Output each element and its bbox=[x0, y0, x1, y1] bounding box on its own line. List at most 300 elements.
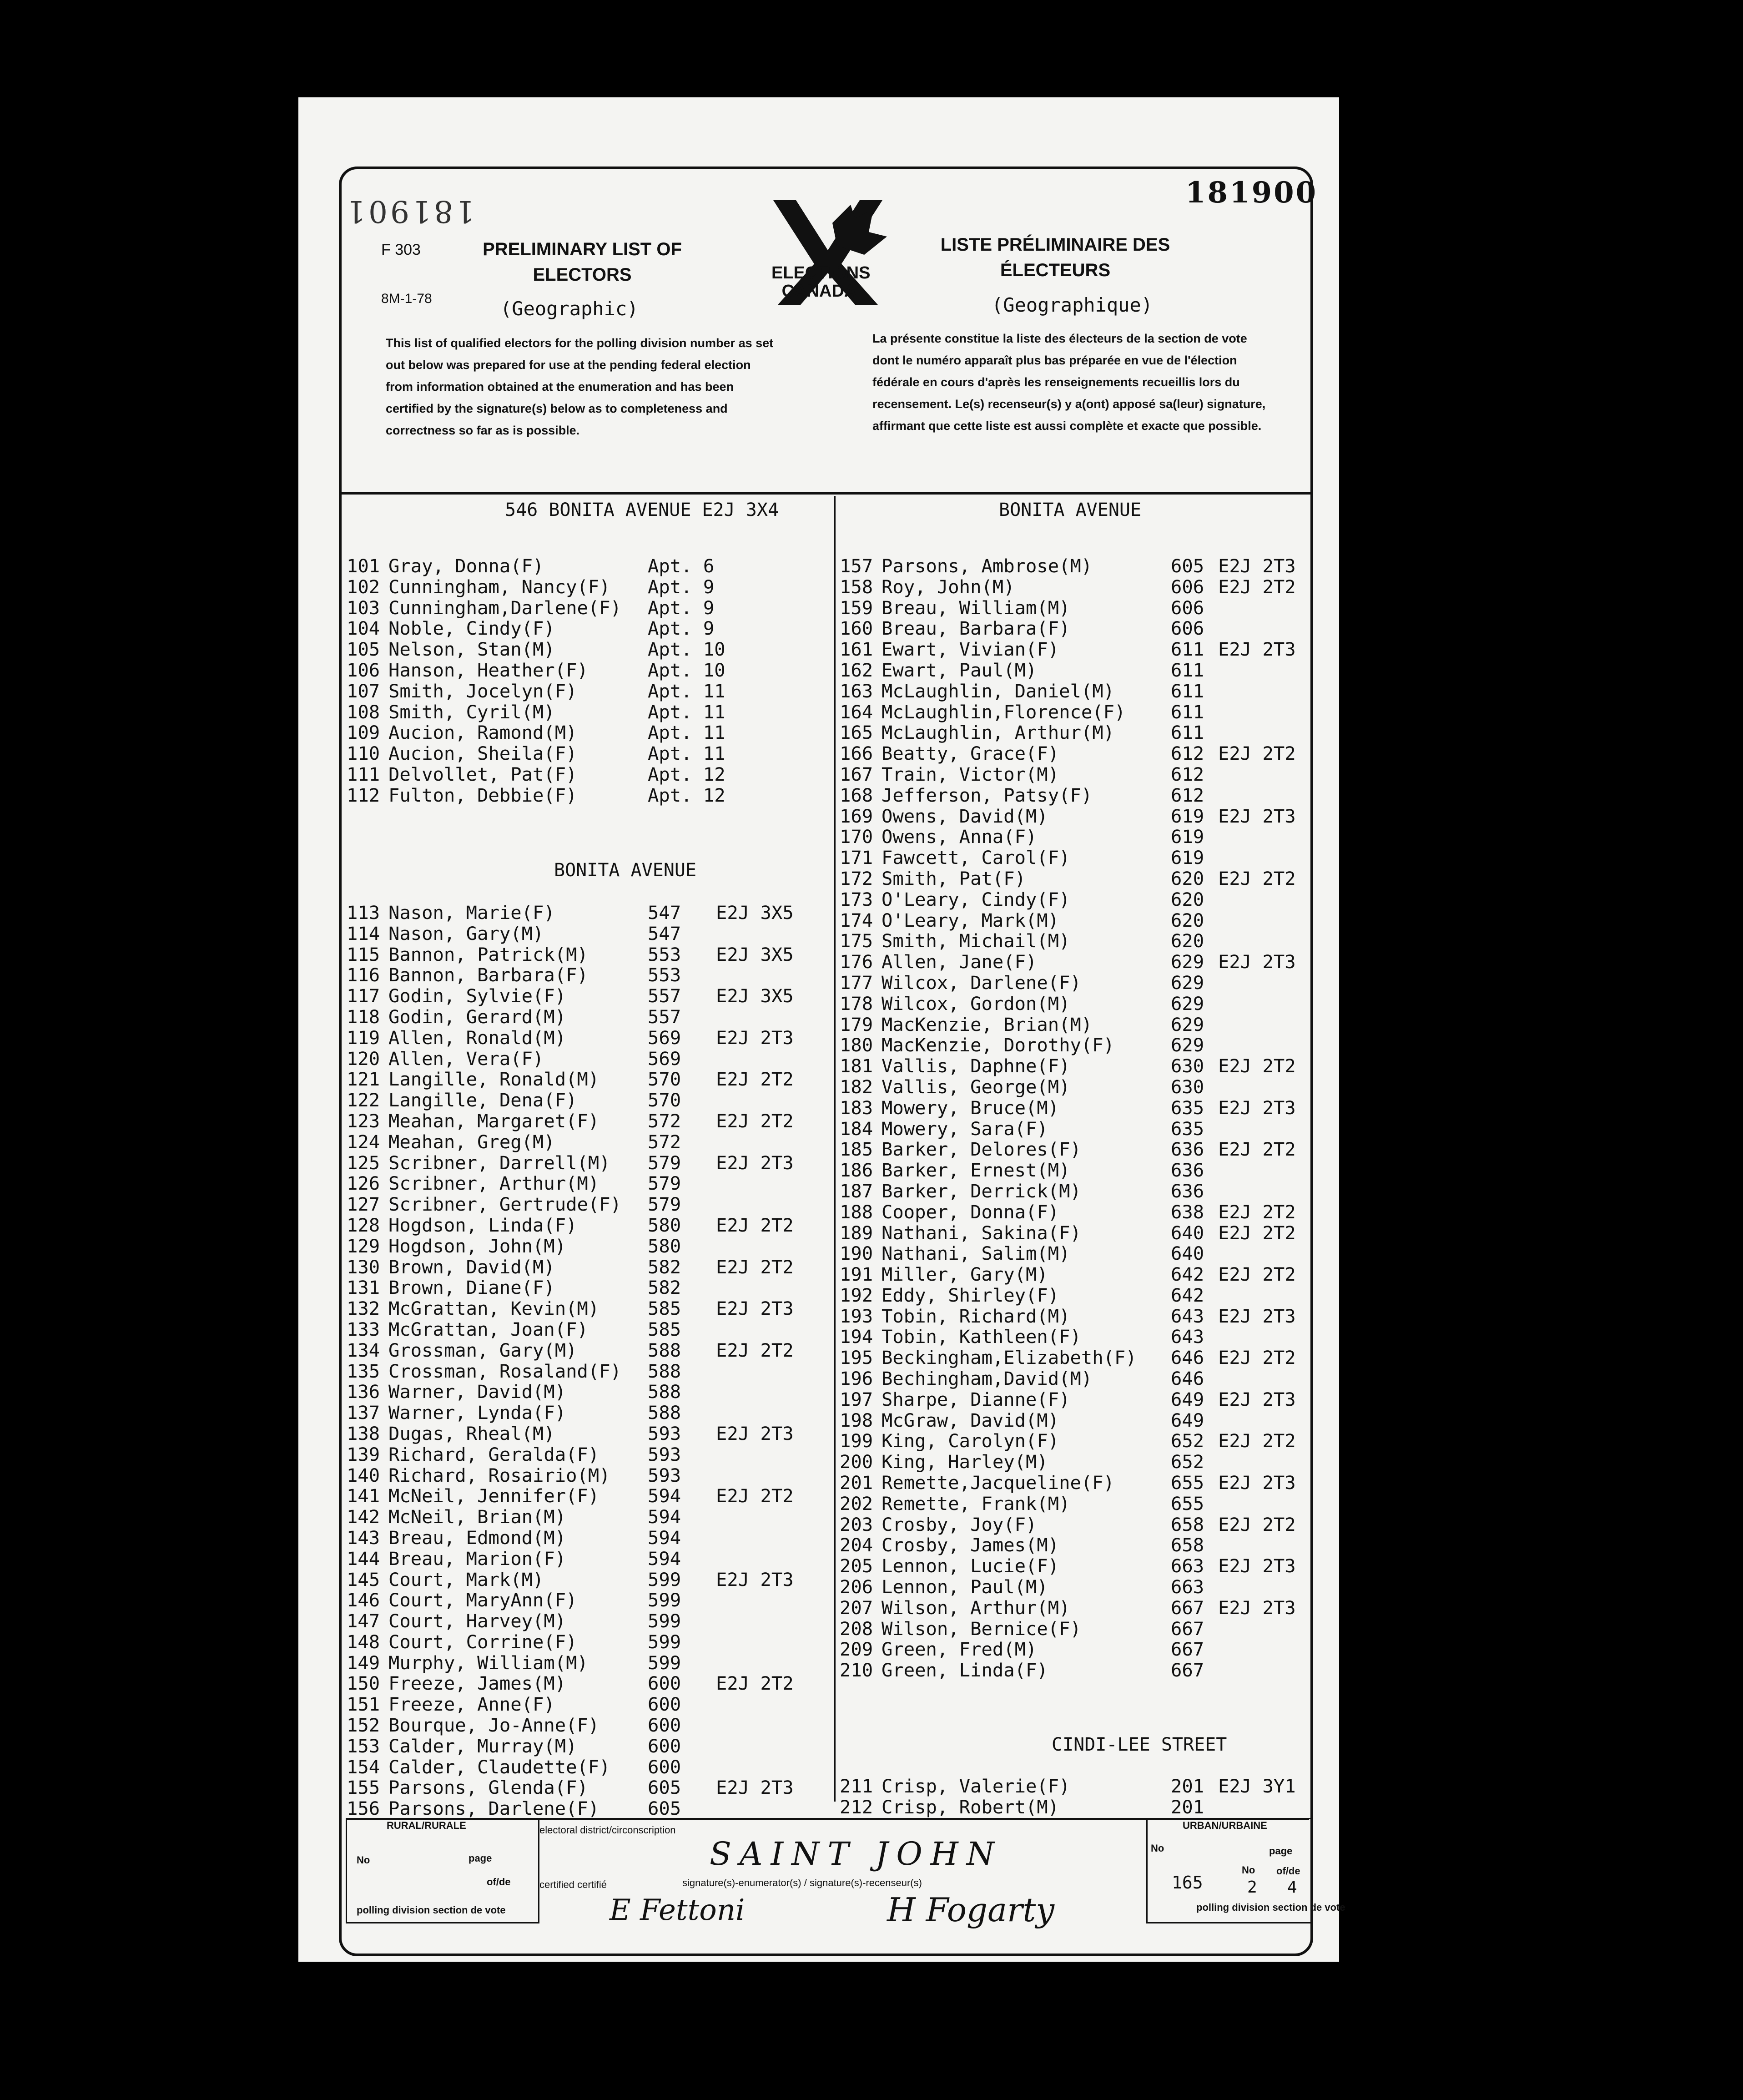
elector-row bbox=[840, 1473, 1313, 1494]
elector-row bbox=[840, 743, 1313, 764]
title-en: PRELIMINARY LIST OF ELECTORS bbox=[483, 239, 682, 285]
elector-number: 124 bbox=[347, 1131, 380, 1153]
elector-name: Court, Mark(M) bbox=[388, 1568, 544, 1590]
elector-row bbox=[840, 702, 1313, 723]
elector-address: 599 bbox=[648, 1568, 681, 1590]
elector-address: 658 bbox=[1171, 1513, 1204, 1535]
elector-address: 594 bbox=[648, 1547, 681, 1570]
elector-postal-code: E2J 2T3 bbox=[1218, 1472, 1296, 1494]
elector-number: 128 bbox=[347, 1214, 380, 1236]
elector-number: 126 bbox=[347, 1172, 380, 1195]
district-value: SAINT JOHN bbox=[710, 1835, 1003, 1873]
elector-number: 145 bbox=[347, 1568, 380, 1590]
elector-address: 600 bbox=[648, 1756, 681, 1778]
elector-number: 121 bbox=[347, 1068, 380, 1090]
elector-address: 593 bbox=[648, 1443, 681, 1465]
rural-page-label: page bbox=[468, 1853, 492, 1864]
elector-postal-code: E2J 2T2 bbox=[1218, 1138, 1296, 1161]
elector-address: 588 bbox=[648, 1402, 681, 1424]
elector-postal-code: E2J 2T2 bbox=[716, 1110, 794, 1132]
elector-postal-code: E2J 2T3 bbox=[1218, 1555, 1296, 1577]
elector-row bbox=[347, 1465, 829, 1486]
elector-row bbox=[840, 764, 1313, 785]
elector-row bbox=[840, 598, 1313, 619]
elector-postal-code: E2J 2T3 bbox=[716, 1026, 794, 1049]
enumerator-signature-2: H Fogarty bbox=[887, 1891, 1055, 1929]
elector-address: 606 bbox=[1171, 617, 1204, 640]
elector-row bbox=[347, 1777, 829, 1798]
elector-address: 582 bbox=[648, 1256, 681, 1278]
elector-address: 640 bbox=[1171, 1222, 1204, 1244]
elector-address: 658 bbox=[1171, 1534, 1204, 1556]
elector-address: 612 bbox=[1171, 784, 1204, 806]
elector-postal-code: E2J 2T3 bbox=[1218, 1596, 1296, 1619]
elector-row bbox=[347, 1632, 829, 1653]
elector-name: McGrattan, Kevin(M) bbox=[388, 1297, 599, 1320]
elector-row bbox=[840, 1202, 1313, 1223]
elector-address: 649 bbox=[1171, 1388, 1204, 1410]
elector-name: McLaughlin, Daniel(M) bbox=[882, 680, 1115, 702]
elector-row bbox=[347, 1028, 829, 1049]
elector-address: 588 bbox=[648, 1381, 681, 1403]
elector-address: 579 bbox=[648, 1172, 681, 1195]
elector-address: 646 bbox=[1171, 1347, 1204, 1369]
elector-number: 179 bbox=[840, 1013, 873, 1035]
elector-number: 189 bbox=[840, 1222, 873, 1244]
elector-name: Freeze, James(M) bbox=[388, 1672, 566, 1695]
elector-name: Owens, Anna(F) bbox=[882, 826, 1037, 848]
elector-row bbox=[347, 1007, 829, 1028]
elector-address: 547 bbox=[648, 902, 681, 924]
elector-number: 206 bbox=[840, 1576, 873, 1598]
elector-row bbox=[347, 577, 829, 598]
elector-name: Bannon, Patrick(M) bbox=[388, 943, 588, 965]
elector-number: 203 bbox=[840, 1513, 873, 1535]
elector-number: 127 bbox=[347, 1193, 380, 1216]
elector-number: 149 bbox=[347, 1651, 380, 1674]
elector-number: 140 bbox=[347, 1464, 380, 1486]
elector-row bbox=[347, 764, 829, 785]
elector-row bbox=[347, 1236, 829, 1257]
elector-row bbox=[840, 1494, 1313, 1514]
elector-number: 106 bbox=[347, 659, 380, 681]
elector-name: McNeil, Jennifer(F) bbox=[388, 1485, 599, 1507]
column-divider bbox=[834, 496, 836, 1802]
elector-number: 173 bbox=[840, 888, 873, 910]
elector-address: 579 bbox=[648, 1151, 681, 1174]
elector-name: Beatty, Grace(F) bbox=[882, 742, 1059, 765]
elector-address: 619 bbox=[1171, 847, 1204, 869]
elector-number: 141 bbox=[347, 1485, 380, 1507]
elector-name: Hogdson, John(M) bbox=[388, 1235, 566, 1257]
elector-number: 194 bbox=[840, 1326, 873, 1348]
elector-number: 209 bbox=[840, 1638, 873, 1661]
elector-row bbox=[347, 1049, 829, 1070]
elector-number: 129 bbox=[347, 1235, 380, 1257]
elector-number: 162 bbox=[840, 659, 873, 681]
elector-name: Smith, Michail(M) bbox=[882, 930, 1070, 952]
elector-address: 611 bbox=[1171, 680, 1204, 702]
elector-address: 649 bbox=[1171, 1409, 1204, 1431]
certified-label: certified certifié bbox=[539, 1879, 607, 1890]
elector-name: Brown, Diane(F) bbox=[388, 1277, 555, 1299]
elector-row bbox=[347, 1215, 829, 1236]
elector-row bbox=[840, 1306, 1313, 1327]
elector-address: 605 bbox=[1171, 555, 1204, 577]
elector-address: 652 bbox=[1171, 1451, 1204, 1473]
elector-address: Apt. 11 bbox=[648, 680, 725, 702]
elector-address: Apt. 9 bbox=[648, 596, 715, 619]
elector-name: Richard, Geralda(F) bbox=[388, 1443, 599, 1465]
elector-name: Court, Corrine(F) bbox=[388, 1631, 577, 1653]
district-label: electoral district/circonscription bbox=[539, 1824, 676, 1836]
elector-name: Lennon, Paul(M) bbox=[882, 1576, 1048, 1598]
elector-address: 611 bbox=[1171, 722, 1204, 744]
elector-number: 153 bbox=[347, 1735, 380, 1757]
elector-number: 150 bbox=[347, 1672, 380, 1695]
elector-row bbox=[347, 1194, 829, 1215]
elector-name: Tobin, Kathleen(F) bbox=[882, 1326, 1081, 1348]
elector-postal-code: E2J 2T2 bbox=[716, 1068, 794, 1090]
elector-postal-code: E2J 2T2 bbox=[716, 1485, 794, 1507]
elector-row bbox=[840, 1556, 1313, 1577]
elector-number: 155 bbox=[347, 1777, 380, 1799]
form-number: 181900 bbox=[1185, 176, 1318, 210]
elector-address: 636 bbox=[1171, 1180, 1204, 1202]
elector-number: 130 bbox=[347, 1256, 380, 1278]
enumerator-signature-1: E Fettoni bbox=[610, 1893, 745, 1927]
elector-row bbox=[840, 1223, 1313, 1244]
right-street-heading-1: BONITA AVENUE bbox=[999, 500, 1142, 520]
elector-row bbox=[347, 944, 829, 965]
elector-row bbox=[347, 722, 829, 743]
elector-name: Nason, Marie(F) bbox=[388, 902, 555, 924]
elector-address: 643 bbox=[1171, 1326, 1204, 1348]
elector-row bbox=[840, 1410, 1313, 1431]
elector-row bbox=[347, 1528, 829, 1549]
elector-postal-code: E2J 2T2 bbox=[1218, 1263, 1296, 1286]
elector-number: 198 bbox=[840, 1409, 873, 1431]
elector-name: Wilson, Bernice(F) bbox=[882, 1617, 1081, 1640]
elector-address: 594 bbox=[648, 1485, 681, 1507]
elector-row bbox=[840, 1776, 1313, 1797]
right-street-heading-2: CINDI-LEE STREET bbox=[1052, 1734, 1227, 1755]
elector-number: 152 bbox=[347, 1714, 380, 1737]
elector-row bbox=[840, 1452, 1313, 1473]
left-electors-group-2 bbox=[347, 903, 829, 1819]
elector-row bbox=[840, 618, 1313, 639]
elector-postal-code: E2J 2T3 bbox=[1218, 638, 1296, 661]
elector-row bbox=[347, 681, 829, 702]
elector-address: 611 bbox=[1171, 638, 1204, 661]
elector-number: 196 bbox=[840, 1368, 873, 1390]
elector-name: Ewart, Vivian(F) bbox=[882, 638, 1059, 661]
elector-address: 553 bbox=[648, 964, 681, 986]
elector-number: 172 bbox=[840, 867, 873, 889]
elector-name: Murphy, William(M) bbox=[388, 1651, 588, 1674]
elector-number: 114 bbox=[347, 922, 380, 944]
elector-row bbox=[347, 1173, 829, 1194]
elector-number: 185 bbox=[840, 1138, 873, 1161]
elector-address: 201 bbox=[1171, 1796, 1204, 1818]
elector-number: 205 bbox=[840, 1555, 873, 1577]
elector-number: 143 bbox=[347, 1526, 380, 1549]
elector-row bbox=[840, 868, 1313, 889]
urban-page-label: page bbox=[1269, 1845, 1293, 1857]
elector-number: 134 bbox=[347, 1339, 380, 1361]
elector-name: McLaughlin, Arthur(M) bbox=[882, 722, 1115, 744]
elector-name: Meahan, Margaret(F) bbox=[388, 1110, 599, 1132]
elector-name: Court, Harvey(M) bbox=[388, 1610, 566, 1632]
elector-address: 606 bbox=[1171, 596, 1204, 619]
elector-address: 557 bbox=[648, 1005, 681, 1028]
elector-address: 629 bbox=[1171, 971, 1204, 994]
elector-name: Crisp, Robert(M) bbox=[882, 1796, 1059, 1818]
elector-row bbox=[347, 1361, 829, 1382]
elector-postal-code: E2J 2T2 bbox=[716, 1256, 794, 1278]
elector-row bbox=[347, 986, 829, 1007]
elector-address: 600 bbox=[648, 1672, 681, 1695]
elector-address: 612 bbox=[1171, 742, 1204, 765]
elector-name: MacKenzie, Dorothy(F) bbox=[882, 1034, 1115, 1056]
elector-name: Richard, Rosairio(M) bbox=[388, 1464, 610, 1486]
elector-row bbox=[840, 994, 1313, 1015]
elector-row bbox=[347, 702, 829, 723]
elector-row bbox=[840, 1535, 1313, 1556]
elector-name: Nathani, Sakina(F) bbox=[882, 1222, 1081, 1244]
elector-row bbox=[347, 743, 829, 764]
elector-row bbox=[347, 1590, 829, 1611]
elector-address: 642 bbox=[1171, 1284, 1204, 1306]
elector-row bbox=[840, 1181, 1313, 1202]
elector-number: 165 bbox=[840, 722, 873, 744]
elector-name: Calder, Murray(M) bbox=[388, 1735, 577, 1757]
elector-name: Breau, William(M) bbox=[882, 596, 1070, 619]
elector-number: 174 bbox=[840, 909, 873, 931]
elector-row bbox=[840, 1160, 1313, 1181]
elector-name: Nelson, Stan(M) bbox=[388, 638, 555, 661]
elector-address: 663 bbox=[1171, 1576, 1204, 1598]
elector-row bbox=[840, 1514, 1313, 1535]
elector-row bbox=[840, 1139, 1313, 1160]
elector-name: Warner, David(M) bbox=[388, 1381, 566, 1403]
elector-row bbox=[840, 1098, 1313, 1119]
elector-address: 655 bbox=[1171, 1472, 1204, 1494]
elector-row bbox=[347, 1673, 829, 1694]
elector-address: 593 bbox=[648, 1422, 681, 1444]
elector-name: Warner, Lynda(F) bbox=[388, 1402, 566, 1424]
elector-row bbox=[840, 660, 1313, 681]
elector-row bbox=[840, 827, 1313, 848]
elector-address: 667 bbox=[1171, 1638, 1204, 1661]
elector-number: 183 bbox=[840, 1096, 873, 1119]
elector-name: Breau, Barbara(F) bbox=[882, 617, 1070, 640]
elector-name: Allen, Vera(F) bbox=[388, 1047, 544, 1070]
elector-number: 193 bbox=[840, 1305, 873, 1327]
elector-address: 630 bbox=[1171, 1075, 1204, 1098]
elector-name: Cunningham, Nancy(F) bbox=[388, 575, 610, 598]
elector-number: 109 bbox=[347, 722, 380, 744]
elector-name: Allen, Jane(F) bbox=[882, 951, 1037, 973]
elector-name: Roy, John(M) bbox=[882, 575, 1015, 598]
elector-row bbox=[347, 1340, 829, 1361]
elector-row bbox=[840, 973, 1313, 994]
elector-name: Smith, Pat(F) bbox=[882, 867, 1026, 889]
elector-name: Hanson, Heather(F) bbox=[388, 659, 588, 681]
logo-text: ELECTIONS CANADA bbox=[771, 263, 871, 301]
elector-name: Barker, Delores(F) bbox=[882, 1138, 1081, 1161]
elector-row bbox=[347, 1298, 829, 1319]
elector-number: 139 bbox=[347, 1443, 380, 1465]
elector-number: 116 bbox=[347, 964, 380, 986]
elector-address: 630 bbox=[1171, 1055, 1204, 1077]
elector-row bbox=[347, 1090, 829, 1111]
elector-row bbox=[840, 1264, 1313, 1285]
elector-row bbox=[347, 903, 829, 924]
elector-name: Nason, Gary(M) bbox=[388, 922, 544, 944]
elector-number: 182 bbox=[840, 1075, 873, 1098]
elector-row bbox=[840, 639, 1313, 660]
elector-number: 190 bbox=[840, 1242, 873, 1265]
elector-number: 171 bbox=[840, 847, 873, 869]
elector-row bbox=[347, 1069, 829, 1090]
elector-row bbox=[347, 1715, 829, 1736]
elector-name: Delvollet, Pat(F) bbox=[388, 763, 577, 785]
elector-number: 212 bbox=[840, 1796, 873, 1818]
elector-row bbox=[347, 1549, 829, 1570]
elector-address: 667 bbox=[1171, 1659, 1204, 1681]
elector-postal-code: E2J 3X5 bbox=[716, 902, 794, 924]
elector-address: 640 bbox=[1171, 1242, 1204, 1265]
elector-name: Godin, Gerard(M) bbox=[388, 1005, 566, 1028]
elector-address: 600 bbox=[648, 1714, 681, 1737]
elector-number: 186 bbox=[840, 1159, 873, 1181]
elector-name: McGrattan, Joan(F) bbox=[388, 1318, 588, 1340]
page-number: 2 bbox=[1247, 1878, 1257, 1897]
elector-row bbox=[840, 910, 1313, 931]
elector-number: 160 bbox=[840, 617, 873, 640]
elector-number: 148 bbox=[347, 1631, 380, 1653]
elector-number: 118 bbox=[347, 1005, 380, 1028]
elector-number: 177 bbox=[840, 971, 873, 994]
elector-name: Aucion, Sheila(F) bbox=[388, 742, 577, 765]
elector-name: Mowery, Bruce(M) bbox=[882, 1096, 1059, 1119]
elector-name: Scribner, Arthur(M) bbox=[388, 1172, 599, 1195]
elector-number: 119 bbox=[347, 1026, 380, 1049]
elector-row bbox=[840, 1015, 1313, 1035]
elector-name: Wilcox, Darlene(F) bbox=[882, 971, 1081, 994]
elector-name: Dugas, Rheal(M) bbox=[388, 1422, 555, 1444]
form-date: 8M-1-78 bbox=[381, 291, 432, 306]
elector-row bbox=[840, 1035, 1313, 1056]
elector-number: 188 bbox=[840, 1201, 873, 1223]
elector-address: Apt. 10 bbox=[648, 659, 725, 681]
elector-address: 585 bbox=[648, 1318, 681, 1340]
elector-address: 612 bbox=[1171, 763, 1204, 785]
elector-number: 199 bbox=[840, 1430, 873, 1452]
elector-row bbox=[347, 924, 829, 944]
elector-name: Allen, Ronald(M) bbox=[388, 1026, 566, 1049]
elector-postal-code: E2J 2T3 bbox=[1218, 555, 1296, 577]
elector-address: 629 bbox=[1171, 951, 1204, 973]
elector-name: Miller, Gary(M) bbox=[882, 1263, 1048, 1286]
elector-address: 569 bbox=[648, 1026, 681, 1049]
elector-row bbox=[840, 1368, 1313, 1389]
elector-number: 181 bbox=[840, 1055, 873, 1077]
elector-name: Owens, David(M) bbox=[882, 805, 1048, 827]
elector-address: 585 bbox=[648, 1297, 681, 1320]
elector-name: Calder, Claudette(F) bbox=[388, 1756, 610, 1778]
elector-number: 135 bbox=[347, 1360, 380, 1382]
elector-address: 599 bbox=[648, 1610, 681, 1632]
elector-number: 204 bbox=[840, 1534, 873, 1556]
elector-row bbox=[347, 1132, 829, 1153]
elector-row bbox=[840, 1285, 1313, 1306]
elector-name: Green, Linda(F) bbox=[882, 1659, 1048, 1681]
elector-name: Jefferson, Patsy(F) bbox=[882, 784, 1093, 806]
elector-postal-code: E2J 2T3 bbox=[1218, 1388, 1296, 1410]
urban-page-no-label: No bbox=[1242, 1864, 1255, 1876]
elector-row bbox=[840, 931, 1313, 952]
elector-address: 663 bbox=[1171, 1555, 1204, 1577]
elector-address: 572 bbox=[648, 1110, 681, 1132]
elector-row bbox=[840, 1639, 1313, 1660]
elector-number: 168 bbox=[840, 784, 873, 806]
elector-number: 159 bbox=[840, 596, 873, 619]
elector-row bbox=[840, 1598, 1313, 1619]
elector-address: 605 bbox=[648, 1777, 681, 1799]
elector-postal-code: E2J 2T2 bbox=[716, 1672, 794, 1695]
polling-division-number: 165 bbox=[1172, 1873, 1203, 1893]
elector-name: King, Carolyn(F) bbox=[882, 1430, 1059, 1452]
elector-name: O'Leary, Cindy(F) bbox=[882, 888, 1070, 910]
elector-name: Crosby, Joy(F) bbox=[882, 1513, 1037, 1535]
elector-number: 115 bbox=[347, 943, 380, 965]
elector-address: Apt. 6 bbox=[648, 555, 715, 577]
elector-address: 629 bbox=[1171, 992, 1204, 1015]
elector-number: 110 bbox=[347, 742, 380, 765]
elector-address: 600 bbox=[648, 1693, 681, 1716]
elector-row bbox=[347, 1382, 829, 1403]
elector-row bbox=[347, 1319, 829, 1340]
elector-name: Ewart, Paul(M) bbox=[882, 659, 1037, 681]
elector-number: 201 bbox=[840, 1472, 873, 1494]
elector-row bbox=[840, 1660, 1313, 1681]
elector-postal-code: E2J 2T2 bbox=[1218, 575, 1296, 598]
elector-name: Grossman, Gary(M) bbox=[388, 1339, 577, 1361]
elector-row bbox=[347, 1277, 829, 1298]
elector-row bbox=[347, 618, 829, 639]
elector-address: 643 bbox=[1171, 1305, 1204, 1327]
rural-no-label: No bbox=[357, 1854, 370, 1866]
elector-address: 642 bbox=[1171, 1263, 1204, 1286]
elector-number: 184 bbox=[840, 1117, 873, 1140]
elector-postal-code: E2J 2T3 bbox=[716, 1297, 794, 1320]
elector-number: 111 bbox=[347, 763, 380, 785]
elector-address: 594 bbox=[648, 1526, 681, 1549]
urban-no-label: No bbox=[1151, 1843, 1164, 1854]
elector-postal-code: E2J 2T2 bbox=[1218, 1222, 1296, 1244]
elector-row bbox=[840, 681, 1313, 702]
elector-number: 158 bbox=[840, 575, 873, 598]
stamp-number: 181901 bbox=[344, 194, 475, 229]
elector-number: 180 bbox=[840, 1034, 873, 1056]
elector-name: Brown, David(M) bbox=[388, 1256, 555, 1278]
elector-name: Eddy, Shirley(F) bbox=[882, 1284, 1059, 1306]
elector-row bbox=[347, 1424, 829, 1444]
elector-postal-code: E2J 2T2 bbox=[1218, 1347, 1296, 1369]
elector-address: 611 bbox=[1171, 659, 1204, 681]
